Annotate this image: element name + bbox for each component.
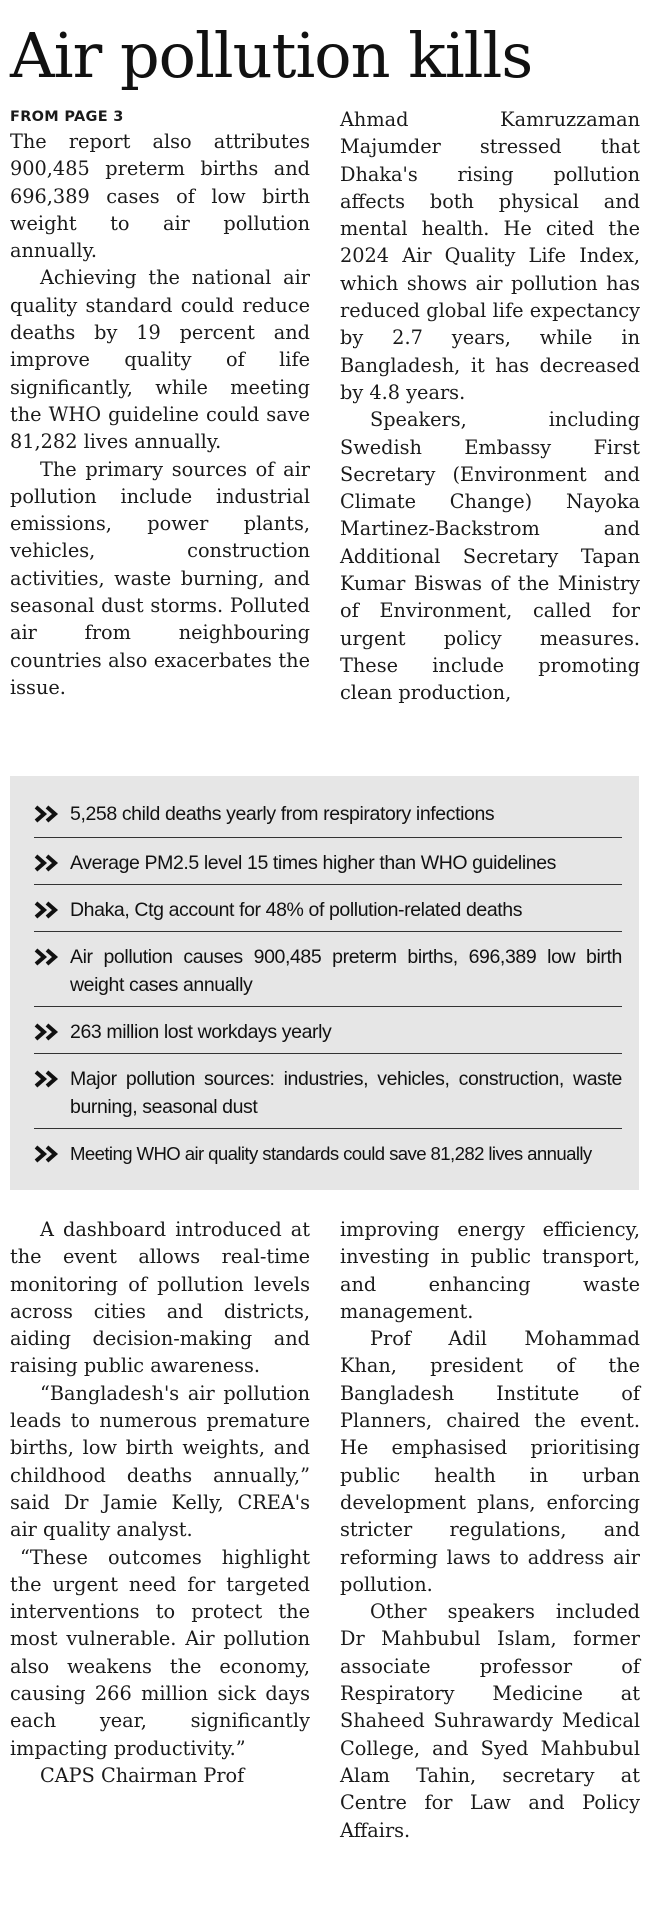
article-column-4 xyxy=(340,1216,640,1844)
paragraph: Prof Adil Mohammad Khan, president of the Bangladesh Institute of Planners, chaired the event. He emphasised prioritising public health in urban development plans, enforcing stricter regulations, and reforming laws to address air pollution. xyxy=(340,1327,640,1596)
highlight-item xyxy=(34,1007,622,1054)
highlights-box xyxy=(10,776,639,1190)
highlight-item xyxy=(34,838,622,885)
paragraph: The report also attributes 900,485 preterm births and 696,389 cases of low birth weight to air pollution annually. xyxy=(10,130,310,263)
highlight-item xyxy=(34,789,622,838)
double-chevron-right-icon xyxy=(34,1139,70,1168)
article-column-3 xyxy=(10,1216,310,1789)
highlight-text: 263 million lost workdays yearly xyxy=(70,1021,332,1043)
highlight-item xyxy=(34,932,622,1007)
headline: Air pollution kills xyxy=(10,19,533,92)
paragraph: improving energy efficiency, investing in public transport, and enhancing waste management. xyxy=(340,1218,640,1323)
paragraph: Other speakers included Dr Mahbubul Islam, former associate professor of Respiratory Medicine at Shaheed Suhrawardy Medical College, and Syed Mahbubul Alam Tahin, secretary at Centre for Law and Policy Affairs. xyxy=(340,1600,640,1842)
paragraph: CAPS Chairman Prof xyxy=(40,1763,245,1787)
highlight-text: Dhaka, Ctg account for 48% of pollution-related deaths xyxy=(70,899,523,921)
double-chevron-right-icon xyxy=(34,895,70,924)
paragraph: “These outcomes highlight the urgent need for targeted interventions to protect the most vulnerable. Air pollution also weakens the economy, causing 266 million sick days each year, significantly impacting productivity.” xyxy=(10,1545,310,1760)
highlight-item xyxy=(34,1054,622,1129)
double-chevron-right-icon xyxy=(34,942,70,971)
double-chevron-right-icon xyxy=(34,1064,70,1093)
double-chevron-right-icon xyxy=(34,799,70,828)
highlight-text: Air pollution causes 900,485 preterm births, 696,389 low birth weight cases annually xyxy=(70,946,622,996)
paragraph: The primary sources of air pollution include industrial emissions, power plants, vehicles, construction activities, waste burning, and seasonal dust storms. Polluted air from neighbouring countries also exacerbates the issue. xyxy=(10,457,310,699)
highlight-text: 5,258 child deaths yearly from respiratory infections xyxy=(70,803,495,825)
double-chevron-right-icon xyxy=(34,848,70,877)
article-column-2 xyxy=(340,106,640,707)
double-chevron-right-icon xyxy=(34,1017,70,1046)
highlight-item xyxy=(34,885,622,932)
dateline: FROM PAGE 3 xyxy=(10,109,124,125)
paragraph: “Bangladesh's air pollution leads to numerous premature births, low birth weights, and childhood deaths annually,” said Dr Jamie Kelly, CREA's air quality analyst. xyxy=(10,1381,310,1542)
highlights-list xyxy=(34,789,622,1177)
paragraph: Speakers, including Swedish Embassy First Secretary (Environment and Climate Change) Nayoka Martinez-Backstrom and Additional Secretary Tapan Kumar Biswas of the Ministry of Environment, called for urgent policy measures. These include promoting clean production, xyxy=(340,408,640,705)
paragraph: Achieving the national air quality standard could reduce deaths by 19 percent and improve quality of life significantly, while meeting the WHO guideline could save 81,282 lives annually. xyxy=(10,266,310,454)
highlight-text: Major pollution sources: industries, vehicles, construction, waste burning, seasonal dust xyxy=(70,1068,622,1118)
article-column-1 xyxy=(10,106,310,701)
highlight-item xyxy=(34,1129,622,1177)
paragraph: A dashboard introduced at the event allows real-time monitoring of pollution levels across cities and districts, aiding decision-making and raising public awareness. xyxy=(10,1218,310,1378)
paragraph: Ahmad Kamruzzaman Majumder stressed that Dhaka's rising pollution affects both physical and mental health. He cited the 2024 Air Quality Life Index, which shows air pollution has reduced global life expectancy by 2.7 years, while in Bangladesh, it has decreased by 4.8 years. xyxy=(340,108,640,404)
highlight-text: Meeting WHO air quality standards could save 81,282 lives annually xyxy=(70,1143,592,1164)
highlight-text: Average PM2.5 level 15 times higher than WHO guidelines xyxy=(70,852,556,874)
